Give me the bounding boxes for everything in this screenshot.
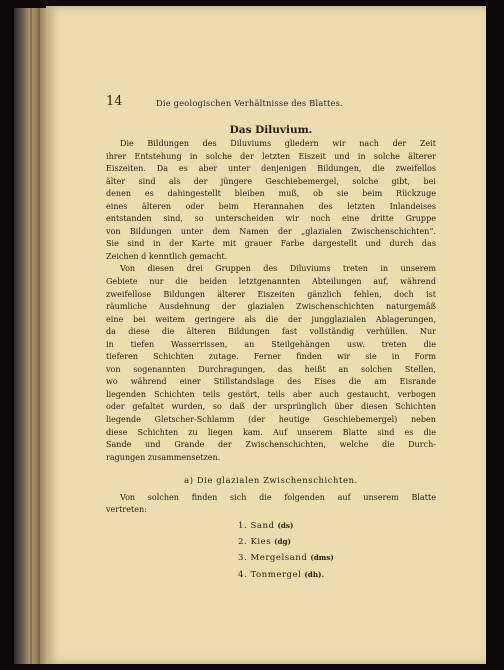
text-line: Von diesen drei Gruppen des Diluviums treten in unserem bbox=[120, 264, 436, 274]
text-line: eines älteren oder beim Herannahen des letzten Inlandeises bbox=[106, 201, 436, 211]
list-item-name: Mergelsand bbox=[250, 553, 308, 564]
text-line: Eiszeiten. Da es aber unter denjenigen Bildungen, die zweifellos bbox=[106, 164, 436, 174]
subsection-title: a) Die glazialen Zwischenschichten. bbox=[184, 475, 358, 485]
page-edge-line bbox=[30, 8, 32, 664]
text-line: liegenden Schichten teils gestört, teils aber auch gestaucht, verbogen bbox=[106, 389, 436, 399]
text-line: Zeichen d kenntlich gemacht. bbox=[106, 251, 228, 261]
page-edge-line bbox=[22, 8, 24, 664]
text-line: ihrer Entstehung in solche der letzten Eiszeit und in solche älterer bbox=[106, 151, 436, 161]
text-line: diese Schichten zu liegen kam. Auf unserem Blatte sind es die bbox=[106, 427, 436, 437]
list-intro bbox=[106, 492, 436, 517]
page-edge-line bbox=[38, 8, 40, 664]
text-line: ragungen zusammensetzen. bbox=[106, 452, 221, 462]
list-item-name: Tonmergel bbox=[250, 569, 302, 580]
scan-right-border bbox=[486, 0, 504, 670]
text-line: Von solchen finden sich die folgenden auf unserem Blatte bbox=[120, 493, 436, 502]
list-number: 4. bbox=[238, 569, 248, 580]
text-line: liegende Gletscher-Schlamm (der heutige Geschiebemergel) neben bbox=[106, 415, 436, 425]
page-number: 14 bbox=[106, 94, 123, 109]
section-title: Das Diluvium. bbox=[229, 124, 313, 136]
text-line: Sie sind in der Karte mit grauer Farbe dargestellt und durch das bbox=[106, 239, 436, 249]
map-symbol: (dh). bbox=[304, 569, 324, 579]
list-item bbox=[238, 534, 428, 550]
list-number: 3. bbox=[238, 553, 248, 564]
text-line: entstanden sind, so unterscheiden wir noch eine dritte Gruppe bbox=[106, 214, 436, 224]
list-item bbox=[238, 518, 428, 534]
map-symbol: (ds) bbox=[277, 521, 294, 530]
text-line: Sande und Grande der Zwischenschichten, welche die Durch- bbox=[106, 440, 436, 450]
book-page-edges bbox=[14, 8, 48, 664]
list-item-name: Sand bbox=[250, 521, 275, 531]
text-line: zweifellose Bildungen älterer Eiszeiten gänzlich fehlen, doch ist bbox=[106, 289, 436, 299]
text-line: wo während einer Stillstandslage des Eises die am Eisrande bbox=[106, 377, 436, 387]
text-line: eine bei weitem geringere als die der jungglazialen Ablagerungen, bbox=[106, 314, 436, 324]
map-symbol: (dms) bbox=[310, 553, 334, 563]
text-line: denen es dahingestellt bleiben muß, ob sie beim Rückzuge bbox=[106, 189, 436, 199]
text-line: räumliche Ausdehnung der glazialen Zwischenschichten naturgemäß bbox=[106, 302, 436, 312]
deposit-list bbox=[238, 518, 428, 583]
text-line: da diese die älteren Bildungen fast vollständig verhüllen. Nur bbox=[106, 327, 436, 337]
text-line: in tiefen Wasserrissen, an Steilgehängen usw. treten die bbox=[106, 339, 436, 349]
text-line: von Bildungen unter dem Namen der „glazialen Zwischenschichten“. bbox=[106, 226, 436, 236]
list-number: 2. bbox=[238, 537, 248, 548]
text-line: Die Bildungen des Diluviums gliedern wir nach der Zeit bbox=[120, 139, 436, 148]
text-line: Gebiete nur die beiden letztgenannten Abteilungen auf, während bbox=[106, 277, 436, 287]
body-text bbox=[106, 138, 436, 464]
paragraph-1 bbox=[106, 138, 436, 263]
text-line: vertreten: bbox=[106, 505, 147, 515]
text-line: älter sind als der jüngere Geschiebemergel, solche gibt, bei bbox=[106, 176, 436, 186]
map-symbol: (dg) bbox=[274, 537, 291, 547]
text-line: tieferen Schichten zutage. Ferner finden wir sie in Form bbox=[106, 352, 436, 362]
list-item bbox=[238, 550, 428, 566]
list-item-name: Kies bbox=[250, 537, 272, 548]
list-item bbox=[238, 567, 428, 583]
list-number: 1. bbox=[238, 521, 248, 531]
text-line: oder gefaltet wurden, so daß der ursprünglich über diesen Schichten bbox=[106, 402, 436, 412]
paragraph-2 bbox=[106, 263, 436, 464]
scan-bottom-border bbox=[0, 664, 504, 670]
text-line: von sogenannten Durchragungen, das heißt an solchen Stellen, bbox=[106, 364, 436, 374]
running-head: Die geologischen Verhältnisse des Blattes. bbox=[156, 98, 343, 108]
